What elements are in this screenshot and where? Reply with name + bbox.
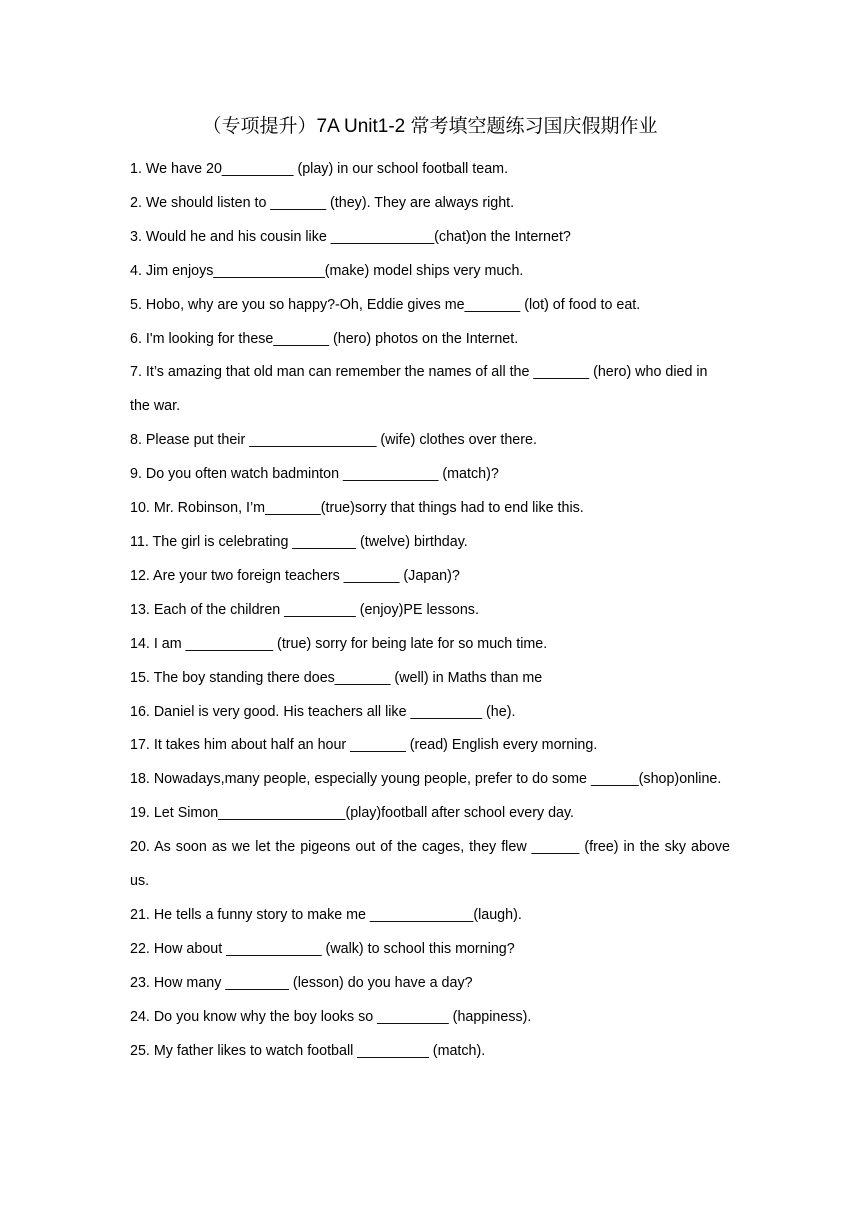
question-item: 17. It takes him about half an hour _______ (read) English every morning. bbox=[130, 737, 598, 754]
question-item: 16. Daniel is very good. His teachers all like _________ (he). bbox=[130, 703, 516, 720]
question-item: 18. Nowadays,many people, especially young people, prefer to do some ______(shop)online. bbox=[130, 771, 722, 788]
question-item: 10. Mr. Robinson, I’m_______(true)sorry that things had to end like this. bbox=[130, 500, 584, 517]
question-item: 21. He tells a funny story to make me _____________(laugh). bbox=[130, 906, 522, 923]
question-item: 13. Each of the children _________ (enjoy)PE lessons. bbox=[130, 601, 479, 618]
question-item: 5. Hobo, why are you so happy?-Oh, Eddie gives me_______ (lot) of food to eat. bbox=[130, 296, 641, 313]
question-item: 11. The girl is celebrating ________ (twelve) birthday. bbox=[130, 533, 468, 550]
question-item: 15. The boy standing there does_______ (well) in Maths than me bbox=[130, 669, 543, 686]
question-item: 4. Jim enjoys______________(make) model ships very much. bbox=[130, 262, 524, 279]
question-item: 25. My father likes to watch football _________ (match). bbox=[130, 1042, 486, 1059]
question-item: 19. Let Simon________________(play)football after school every day. bbox=[130, 805, 575, 822]
question-item: 2. We should listen to _______ (they). They are always right. bbox=[130, 194, 515, 211]
question-item: 9. Do you often watch badminton ____________ (match)? bbox=[130, 466, 499, 483]
question-item: 22. How about ____________ (walk) to school this morning? bbox=[130, 940, 515, 957]
question-item: 8. Please put their ________________ (wife) clothes over there. bbox=[130, 432, 537, 449]
question-item: 23. How many ________ (lesson) do you have a day? bbox=[130, 974, 473, 991]
question-item: 20. As soon as we let the pigeons out of the cages, they flew ______ (free) in the sky above us. bbox=[130, 839, 730, 890]
question-item: 7. It’s amazing that old man can remember the names of all the _______ (hero) who died in the war. bbox=[130, 364, 708, 415]
question-item: 1. We have 20_________ (play) in our school football team. bbox=[130, 161, 509, 177]
question-item: 3. Would he and his cousin like _____________(chat)on the Internet? bbox=[130, 228, 571, 245]
question-item: 6. I'm looking for these_______ (hero) photos on the Internet. bbox=[130, 330, 519, 347]
page-title: （专项提升）7A Unit1-2 常考填空题练习国庆假期作业 bbox=[202, 116, 658, 137]
question-list bbox=[130, 153, 730, 1068]
question-item: 14. I am ___________ (true) sorry for being late for so much time. bbox=[130, 635, 548, 652]
question-item: 24. Do you know why the boy looks so _________ (happiness). bbox=[130, 1008, 532, 1025]
question-item: 12. Are your two foreign teachers _______ (Japan)? bbox=[130, 567, 460, 584]
